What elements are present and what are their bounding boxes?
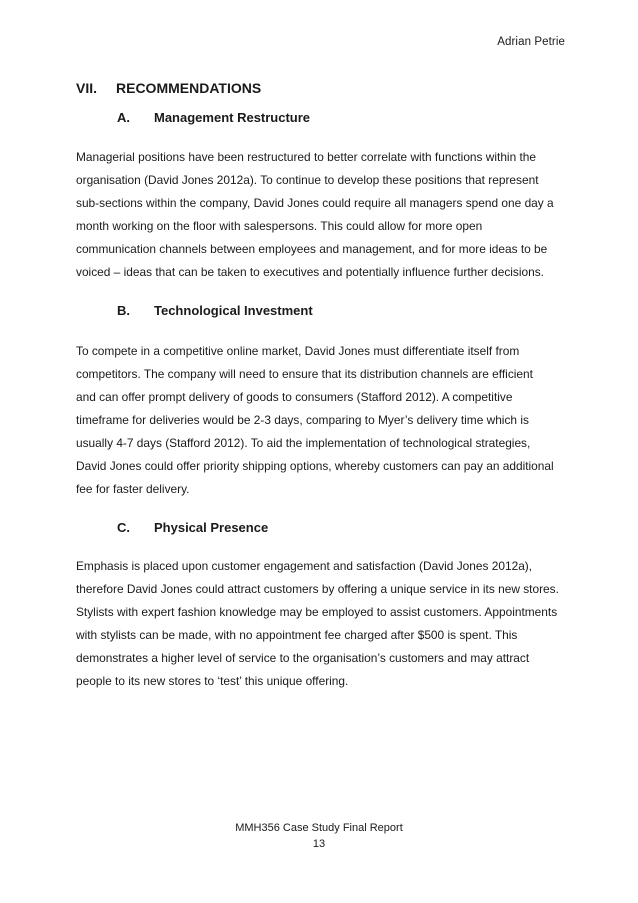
subsection-title: Technological Investment: [154, 303, 313, 318]
paragraph-line: people to its new stores to ‘test’ this unique offering.: [76, 674, 349, 688]
subsection-title: Management Restructure: [154, 110, 311, 125]
subsection-letter: C.: [117, 520, 130, 535]
paragraph-line: month working on the floor with salespersons. This could allow for more open: [76, 219, 483, 233]
subsection-title: Physical Presence: [154, 520, 269, 535]
footer-page-number: 13: [312, 838, 326, 850]
paragraph-line: with stylists can be made, with no appointment fee charged after $500 is spent. This: [76, 628, 518, 642]
section-number: VII.: [76, 80, 98, 96]
subsection-letter: A.: [117, 110, 130, 125]
paragraph-line: fee for faster delivery.: [76, 482, 190, 496]
paragraph-line: sub-sections within the company, David Jones could require all managers spend one day a: [76, 196, 554, 210]
paragraph-line: organisation (David Jones 2012a). To continue to develop these positions that represent: [76, 173, 539, 187]
paragraph-management-restructure: [76, 146, 576, 284]
footer-course-title: MMH356 Case Study Final Report: [235, 822, 403, 834]
subsection-heading-c: [117, 520, 268, 535]
paragraph-technological-investment: [76, 340, 576, 501]
paragraph-line: Stylists with expert fashion knowledge may be employed to assist customers. Appointments: [76, 605, 558, 619]
paragraph-line: timeframe for deliveries would be 2-3 days, comparing to Myer’s delivery time which is: [76, 413, 529, 427]
paragraph-line: competitors. The company will need to ensure that its distribution channels are efficient: [76, 367, 533, 381]
section-heading: [76, 80, 261, 96]
paragraph-line: demonstrates a higher level of service to the organisation’s customers and may attract: [76, 651, 530, 665]
paragraph-line: usually 4-7 days (Stafford 2012). To aid the implementation of technological strategies,: [76, 436, 531, 450]
paragraph-line: To compete in a competitive online market, David Jones must differentiate itself from: [76, 344, 520, 358]
paragraph-line: communication channels between employees and management, and for more ideas to be: [76, 242, 548, 256]
paragraph-line: David Jones could offer priority shipping options, whereby customers can pay an additional: [76, 459, 554, 473]
subsection-heading-a: [117, 110, 310, 125]
section-title: RECOMMENDATIONS: [116, 80, 262, 96]
paragraph-line: voiced – ideas that can be taken to executives and potentially influence further decisions.: [76, 265, 544, 279]
paragraph-line: and can offer prompt delivery of goods to consumers (Stafford 2012). A competitive: [76, 390, 513, 404]
paragraph-line: therefore David Jones could attract customers by offering a unique service in its new stores.: [76, 582, 559, 596]
paragraph-physical-presence: [76, 555, 576, 693]
subsection-heading-b: [117, 303, 313, 318]
header-author: Adrian Petrie: [497, 36, 565, 48]
paragraph-line: Managerial positions have been restructured to better correlate with functions within the: [76, 150, 537, 164]
subsection-letter: B.: [117, 303, 130, 318]
paragraph-line: Emphasis is placed upon customer engagement and satisfaction (David Jones 2012a),: [76, 559, 533, 573]
